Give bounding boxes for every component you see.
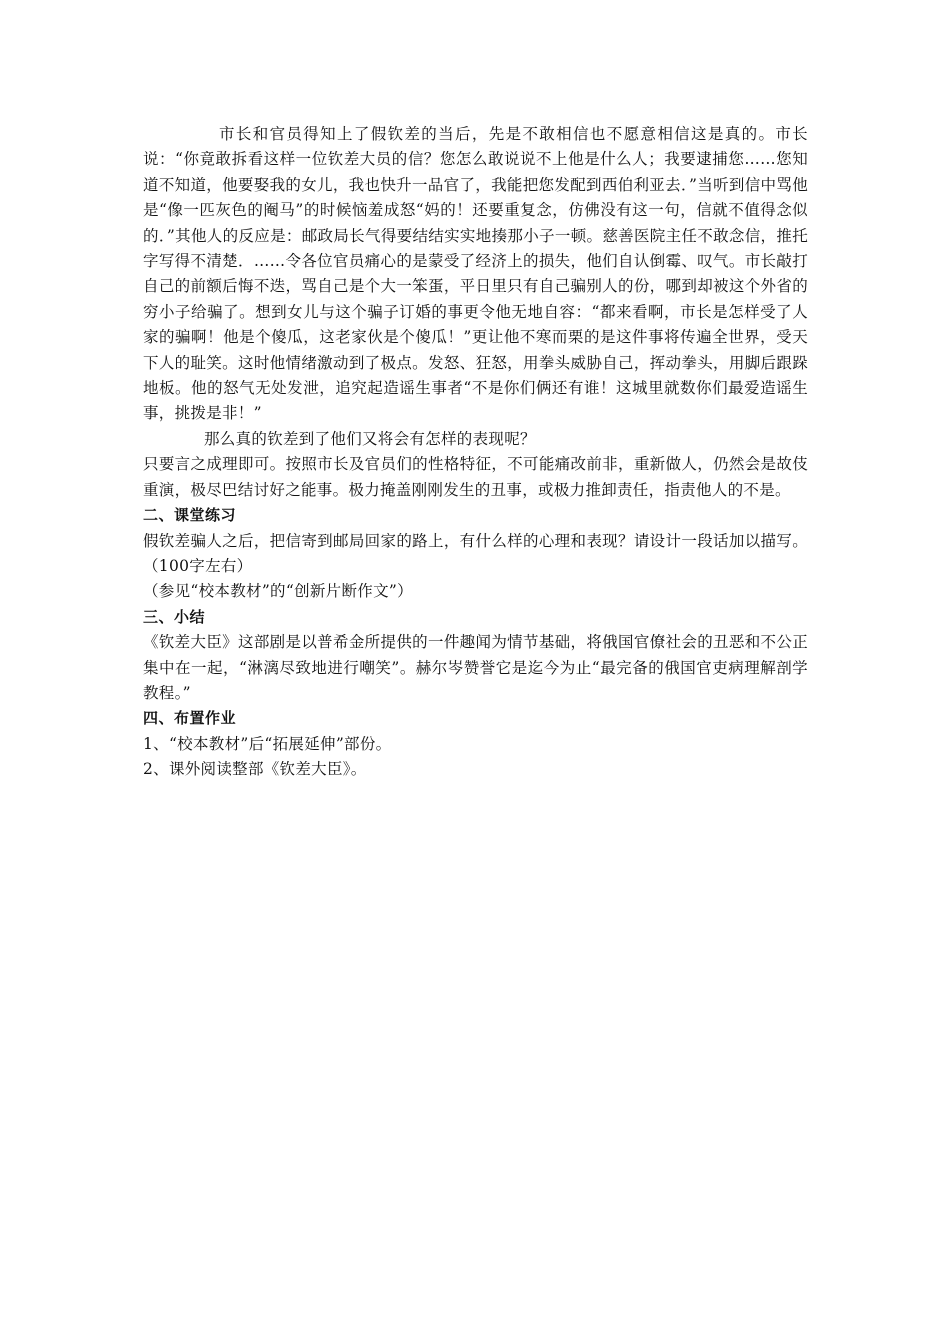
summary-paragraph: 《钦差大臣》这部剧是以普希金所提供的一件趣闻为情节基础，将俄国官僚社会的丑恶和不公正集中在一起，“淋漓尽致地进行嘲笑”。赫尔岑赞誉它是迄今为止“最完备的俄国官吏病理解剖学教程。” — [143, 633, 808, 702]
discussion-question: 那么真的钦差到了他们又将会有怎样的表现呢？ — [204, 429, 536, 448]
homework-item: 1、“校本教材”后“拓展延伸”部份。 — [143, 734, 392, 753]
section-heading-practice: 二、课堂练习 — [143, 506, 237, 525]
document-page — [143, 122, 808, 783]
practice-note: （参见“校本教材”的“创新片断作文”） — [143, 582, 413, 601]
practice-task: 假钦差骗人之后，把信寄到邮局回家的路上，有什么样的心理和表现？请设计一段话加以描写。（100字左右） — [143, 531, 808, 575]
answer-paragraph: 只要言之成理即可。按照市长及官员们的性格特征，不可能痛改前非，重新做人，仍然会是故伎重演，极尽巴结讨好之能事。极力掩盖刚刚发生的丑事，或极力推卸责任，指责他人的不是。 — [143, 455, 808, 499]
section-heading-homework: 四、布置作业 — [143, 709, 237, 728]
section-heading-summary: 三、小结 — [143, 607, 206, 626]
analysis-paragraph: 市长和官员得知上了假钦差的当后，先是不敢相信也不愿意相信这是真的。市长说：“你竟敢拆看这样一位钦差大员的信？您怎么敢说说不上他是什么人；我要逮捕您……您知道不知道，他要娶我的女儿，我也快升一品官了，我能把您发配到西伯利亚去．”当听到信中骂他是“像一匹灰色的阉马”的时候恼羞成怒“妈的！还要重复念，仿佛没有这一句，信就不值得念似的．”其他人的反应是：邮政局长气得要结结实实地揍那小子一顿。慈善医院主任不敢念信，推托字写得不清楚．……令各位官员痛心的是蒙受了经济上的损失，他们自认倒霉、叹气。市长敲打自己的前额后悔不迭，骂自己是个大一笨蛋，平日里只有自己骗别人的份，哪到却被这个外省的穷小子给骗了。想到女儿与这个骗子订婚的事更令他无地自容：“都来看啊，市长是怎样受了人家的骗啊！他是个傻瓜，这老家伙是个傻瓜！”更让他不寒而栗的是这件事将传遍全世界，受天下人的耻笑。这时他情绪激动到了极点。发怒、狂怒，用拳头威胁自己，挥动拳头，用脚后跟跺地板。他的怒气无处发泄，追究起造谣生事者“不是你们俩还有谁！这城里就数你们最爱造谣生事，挑拨是非！” — [143, 125, 808, 423]
homework-item: 2、课外阅读整部《钦差大臣》。 — [143, 760, 367, 779]
